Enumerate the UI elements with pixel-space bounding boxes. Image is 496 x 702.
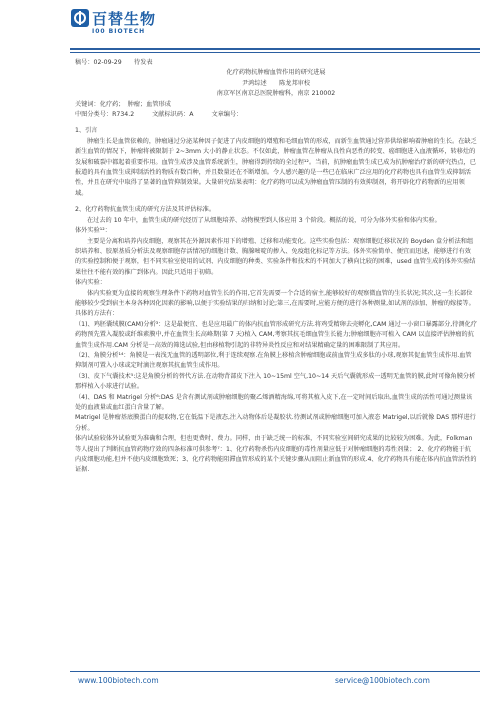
method-cam: （1)、鸡胚囊绒膜(CAM)分析³：这是最便宜、也是应用最广的体内抗血管形成研究方法.将鸡受精卵去壳孵化,CAM 通过一小窗口暴露部分,待测化疗药物预先置入凝胶或纤维素膜中,并在血管生长高峰期(第 7 天)植入 CAM,考察其抗毛细血管生长能力;肿瘤细胞亦可植入 CAM 以直接评估肿瘤的抗血管生成作用.CAM 分析是一高效的筛选试验,但由移植物引起的非特异炎性反应和对结果精确定量的困难限制了其应用。 <box>75 320 477 349</box>
brand-name-en: I00 BIOTECH <box>92 28 146 35</box>
brand-name-cn: 百替生物 <box>92 10 157 28</box>
page-footer <box>0 676 496 690</box>
header-divider <box>70 48 480 50</box>
header-divider-thin <box>70 52 480 53</box>
section-1-heading: 1、引言 <box>75 127 98 135</box>
classification-line <box>75 110 477 120</box>
in-vivo-paragraph: 体内实验更为直接的观察生理条件下药物对血管生长的作用,它首先需要一个合适的宿主,能够较好的观察微血管的生长状况;其次,这一生长部位能够较少受到宿主本身各种因化因素的影响,以便于实验结果的归纳和讨论;第三,在需要时,应能方便的进行各种测量,如试剂的添加、肿瘤的嫁接等。具体的方法有： <box>75 289 475 318</box>
method-cornea: （2)、角膜分析¹⁴：角膜是一表浅无血管的透明部位,利于连续观察.在角膜上移植含肿瘤细胞或前血管生成多肽的小球,观察其促血管生成作用.血管抑制剂可置入小球或定时滴注观察其抗血管生成作用。 <box>75 351 472 370</box>
document-body <box>75 58 477 670</box>
logo-icon <box>70 8 90 28</box>
method-air-pouch: （3)、皮下气囊技术⁵:这是角膜分析的替代方法.在动物背部皮下注入 10~15ml 空气,10~14 天后气囊就形成一透明无血管的膜,此时可像角膜分析那样植入小球进行试验。 <box>75 372 476 391</box>
section-2-heading: 2、化疗药物抗血管生成的研究方法及其评估标准。 <box>75 206 216 214</box>
website-link[interactable]: www.100biotech.com <box>78 676 159 685</box>
article-number: 文章编号： <box>211 111 243 119</box>
footer-divider <box>70 671 480 672</box>
authors: 尹鸿综述 陈龙邦审校 <box>241 79 311 87</box>
manuscript-line: 稿号：02-09-29 待发表 <box>75 59 153 66</box>
brand-logo <box>70 8 160 44</box>
email-link[interactable]: service@100biotech.com <box>335 676 430 685</box>
document-code: 文献标识码：A <box>152 111 194 119</box>
affiliation: 南京军区南京总医院肿瘤科，南京 210002 <box>216 90 336 98</box>
folkman-criteria: 体内试验较体外试验更为准确和合理，但也更费时、费力。同样，由于缺乏统一的标准，不同实验室间研究成果的比较较为困难。为此，Folkman 等人提出了判断抗血管药物疗效的四条标准可供参考⁷：1、化疗药物杀伤内皮细胞的毒性剂量应低于对肿瘤细胞的毒性剂量； 2、化疗药物能于抗内皮细胞功能,但并不使内皮细胞致死；3、化疗药物能阻滞血管形成的某个关键步骤从而阻止新血管的形成.4、化疗药物具有能在体内抗血管活性的证据. <box>75 435 477 474</box>
in-vitro-heading: 体外实验¹²： <box>75 227 111 235</box>
method-das-matrigel: （4)、DAS 和 Matrigel 分析⁶:DAS 是含有测试剂或肿瘤细胞的聚乙烯酒精海绵,可将其植入皮下,在一定时间后取出,血管生成的活性可通过测量该处的血液量或血红蛋白含量了解。 <box>75 393 473 411</box>
clc-number: 中图分类号：R734.2 <box>75 111 135 119</box>
in-vivo-heading: 体内实验： <box>75 279 106 287</box>
in-vitro-paragraph: 主要是分离和培养内皮细胞，观察其在外源因素作用下的增殖、迁移和功能变化。这些实验包括：观察细胞迁移状况的 Boyden 盒分析法和组织培养和、胶原基质分析法及观察细胞存活情况的细胞计数、胸腺嘧啶的掺入、免疫组化标记等方法。体外实验简单、便宜而迅速，能够进行有效的实验控制和便于观察，但不同实验室使用的试剂、内皮细胞的种类、实验条件和技术的不同加大了横向比较的困难，used 血管生成的体外实验结果往往不能有效的推广到体内。因此只适用于初筛。 <box>75 237 476 276</box>
section-1-paragraph: 肿瘤生长是血管依赖的，肿瘤通过分泌某种因子促进了内皮细胞的增殖和毛细血管的形成，而新生血管通过营养供给影响着肿瘤的生长。在缺乏新生血管的情况下，肿瘤将被限制于 2~3mm 大小的静止状态。不仅如此，肿瘤血管在肿瘤从良性向恶性的转变、癌细胞进入血液循环，转移灶的发展和破裂中都起着重要作用。血管生成涉及血管系统新生，肿瘤得到持续的全过程¹²。当前，抗肿瘤血管生成已成为抗肿瘤治疗新的研究热点，已报道的具有血管生成抑制活性的物质有数百种，并且数量还在不断增加。令人感兴趣的是一些已在临床广泛应用的化疗药物也具有血管生成抑制活性，并且在研究中取得了显著的血管抑制效果。大量研究结果表明：化疗药物可以成为肿瘤血管压制的有效抑制剂，将开辟化疗药物新的应用领域。 <box>75 137 477 197</box>
section-2-intro: 在过去的 10 年中，血管生成的研究经历了从细胞培养、动物模型到人体应用 3 个阶段。概括的说，可分为体外实验和体内实验。 <box>87 216 441 224</box>
method-matrigel-detail: Matrigel 是肿瘤基底膜蛋白的提取物,它在低温下是液态,注入动物体后是凝胶状.待测试剂或肿瘤细胞可加入液态 Matrigel,以后就像 DAS 那样进行分析。 <box>75 414 476 432</box>
keywords: 关键词：化疗药； 肿瘤；血管形成 <box>75 100 171 108</box>
article-title: 化疗药物抗肿瘤血管作用的研究进展 <box>226 69 326 77</box>
